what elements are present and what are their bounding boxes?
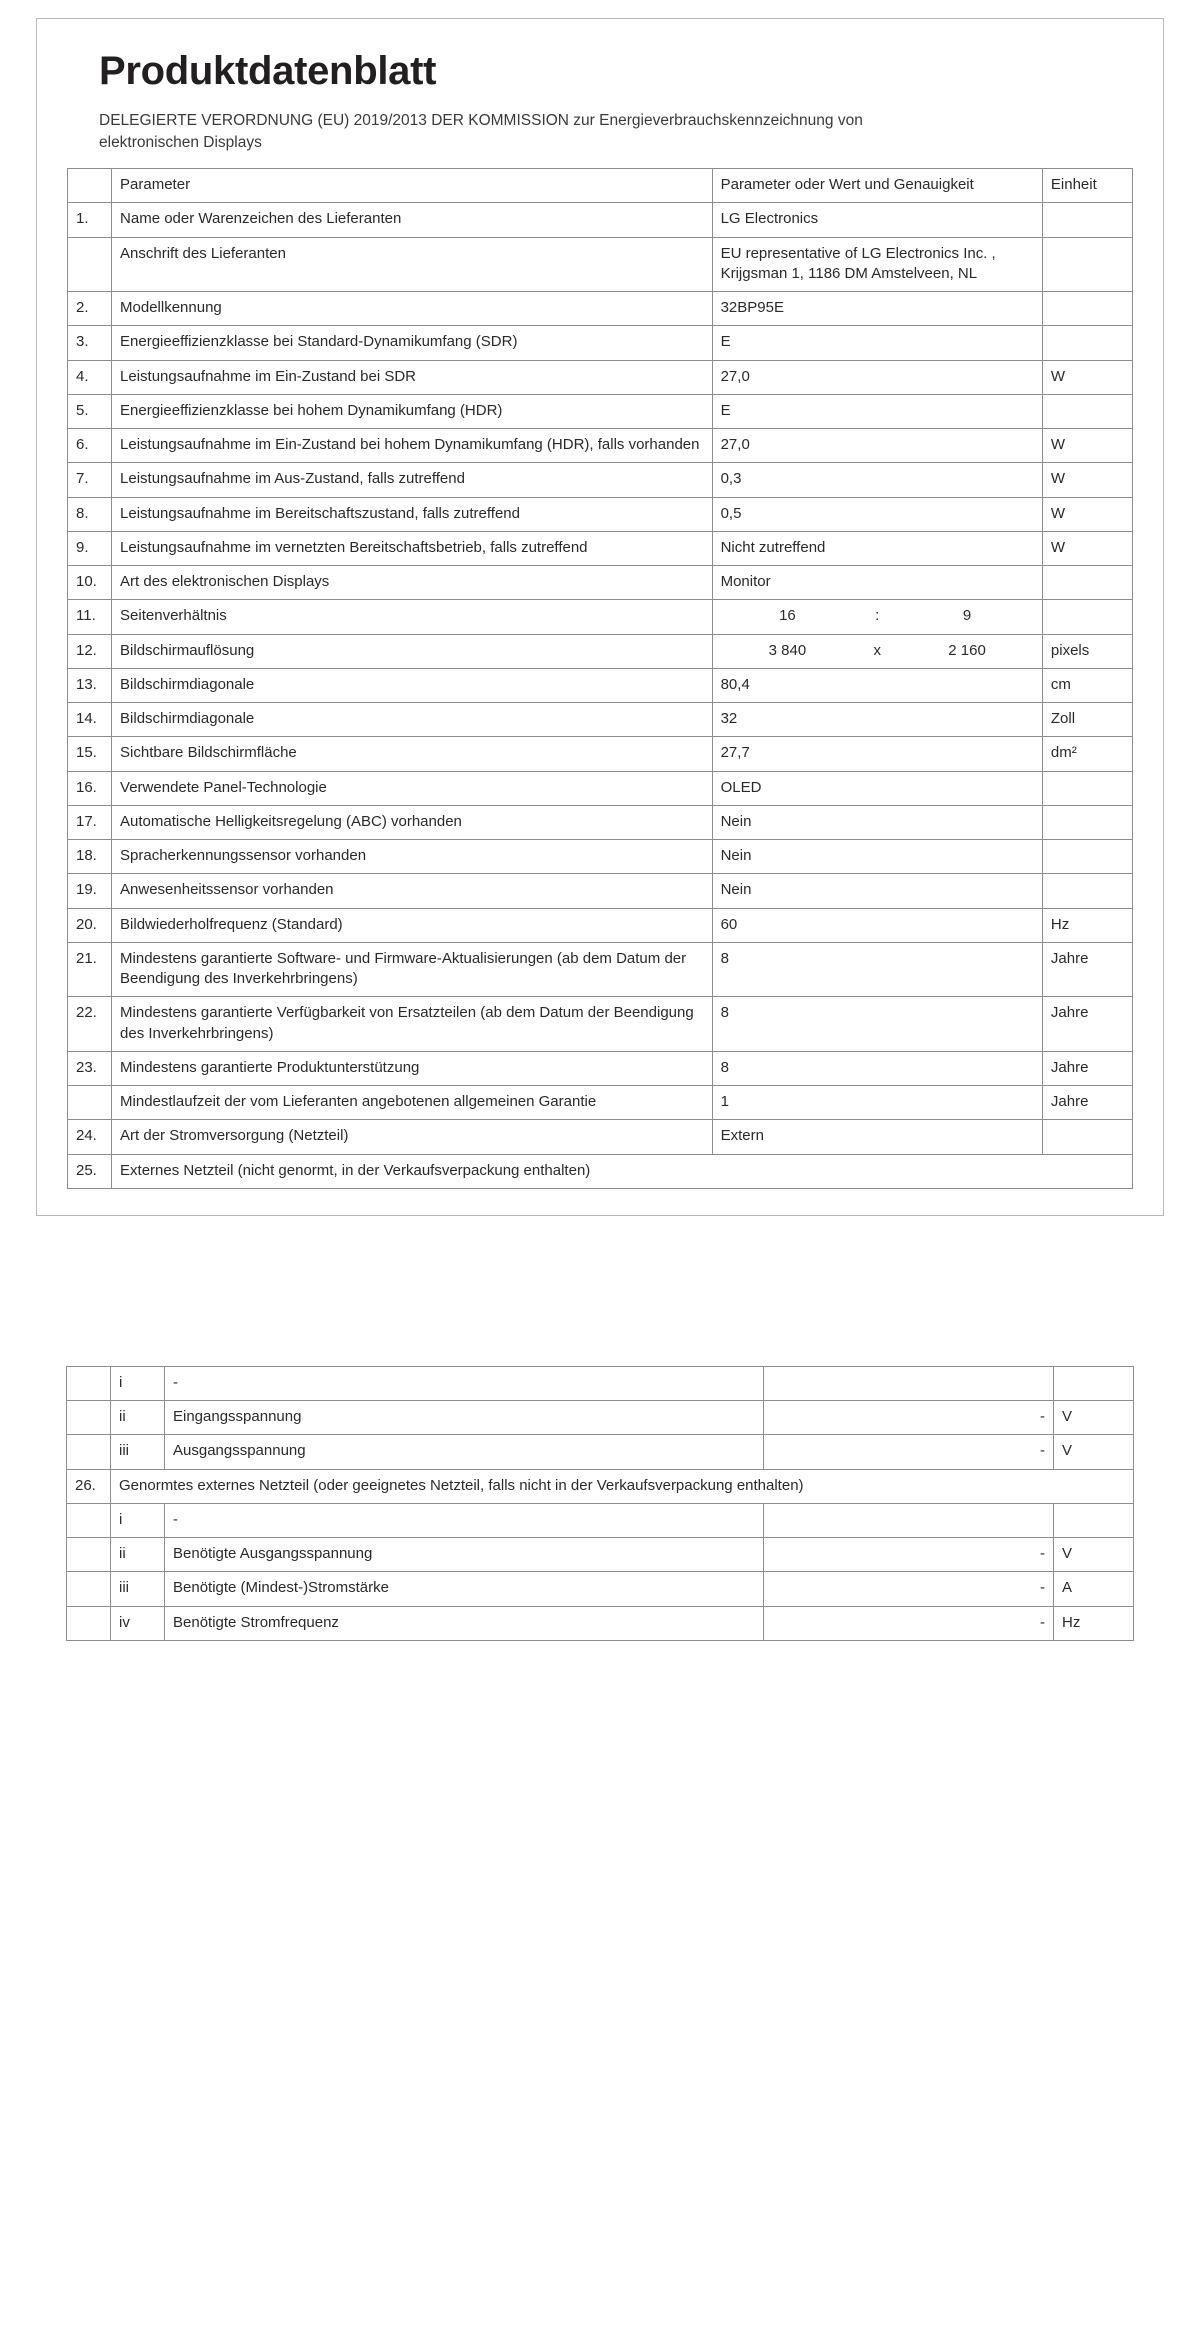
row-num: 8. xyxy=(68,497,112,531)
psu-row-label: Eingangsspannung xyxy=(165,1401,764,1435)
row-value: Nein xyxy=(712,805,1042,839)
row-unit: Jahre xyxy=(1042,1051,1132,1085)
psu-row-roman: iii xyxy=(111,1572,165,1606)
row-unit: W xyxy=(1042,463,1132,497)
row-parameter: Art des elektronischen Displays xyxy=(112,566,713,600)
row-note-text: Externes Netzteil (nicht genormt, in der Verkaufsverpackung enthalten) xyxy=(112,1154,1133,1188)
table-row xyxy=(68,840,1133,874)
psu-row-roman: i xyxy=(111,1366,165,1400)
table-row xyxy=(68,531,1133,565)
table-row xyxy=(68,292,1133,326)
row-num: 3. xyxy=(68,326,112,360)
resolution-width: 3 840 xyxy=(768,641,807,659)
row-parameter: Energieeffizienzklasse bei Standard-Dynamikumfang (SDR) xyxy=(112,326,713,360)
header-parameter: Parameter xyxy=(112,169,713,203)
psu-row-value xyxy=(764,1366,1054,1400)
table-row xyxy=(68,566,1133,600)
psu-row-value: - xyxy=(764,1538,1054,1572)
psu-row-num xyxy=(67,1572,111,1606)
row-parameter: Seitenverhältnis xyxy=(112,600,713,634)
page-title: Produktdatenblatt xyxy=(99,49,437,93)
row-num xyxy=(68,1086,112,1120)
row-parameter: Spracherkennungssensor vorhanden xyxy=(112,840,713,874)
psu-row-num xyxy=(67,1538,111,1572)
row-parameter: Leistungsaufnahme im Ein-Zustand bei SDR xyxy=(112,360,713,394)
psu-row-label: Benötigte Ausgangsspannung xyxy=(165,1538,764,1572)
psu-row-roman: ii xyxy=(111,1538,165,1572)
row-parameter: Verwendete Panel-Technologie xyxy=(112,771,713,805)
table-row xyxy=(68,326,1133,360)
row-parameter: Energieeffizienzklasse bei hohem Dynamikumfang (HDR) xyxy=(112,394,713,428)
row-num: 9. xyxy=(68,531,112,565)
row-num: 20. xyxy=(68,908,112,942)
page-break-gap xyxy=(0,1216,1200,1366)
row-unit: Jahre xyxy=(1042,1086,1132,1120)
row-unit xyxy=(1042,292,1132,326)
table-row xyxy=(68,1120,1133,1154)
row-unit xyxy=(1042,600,1132,634)
psu-row-num xyxy=(67,1503,111,1537)
row-value: 32BP95E xyxy=(712,292,1042,326)
row-unit xyxy=(1042,840,1132,874)
row-value-resolution xyxy=(712,634,1042,668)
psu-row xyxy=(67,1572,1134,1606)
row-value: OLED xyxy=(712,771,1042,805)
resolution-separator: x xyxy=(873,641,881,659)
row-value: 32 xyxy=(712,703,1042,737)
psu-header-row xyxy=(67,1469,1134,1503)
row-value: 27,0 xyxy=(712,360,1042,394)
row-value: 0,3 xyxy=(712,463,1042,497)
row-num: 1. xyxy=(68,203,112,237)
psu-row-unit: A xyxy=(1054,1572,1134,1606)
row-parameter: Mindestens garantierte Software- und Firmware-Aktualisierungen (ab dem Datum der Beendigung des Inverkehrbringens) xyxy=(112,942,713,997)
row-unit xyxy=(1042,237,1132,292)
table-row xyxy=(68,1086,1133,1120)
parameters-table xyxy=(67,168,1133,1189)
row-unit xyxy=(1042,394,1132,428)
row-parameter: Name oder Warenzeichen des Lieferanten xyxy=(112,203,713,237)
row-num: 15. xyxy=(68,737,112,771)
row-unit: Zoll xyxy=(1042,703,1132,737)
table-row xyxy=(68,874,1133,908)
row-unit: W xyxy=(1042,497,1132,531)
row-parameter: Bildschirmauflösung xyxy=(112,634,713,668)
row-unit: W xyxy=(1042,531,1132,565)
row-unit: Hz xyxy=(1042,908,1132,942)
row-num: 24. xyxy=(68,1120,112,1154)
table-row xyxy=(68,703,1133,737)
psu-row-roman: iii xyxy=(111,1435,165,1469)
row-parameter: Anschrift des Lieferanten xyxy=(112,237,713,292)
row-num: 17. xyxy=(68,805,112,839)
row-num: 13. xyxy=(68,668,112,702)
row-num: 4. xyxy=(68,360,112,394)
table-row xyxy=(68,237,1133,292)
aspect-width: 16 xyxy=(779,607,796,625)
table-row xyxy=(68,942,1133,997)
row-value: E xyxy=(712,326,1042,360)
row-num: 18. xyxy=(68,840,112,874)
row-num: 5. xyxy=(68,394,112,428)
psu-row-roman: iv xyxy=(111,1606,165,1640)
table-row xyxy=(68,997,1133,1052)
row-parameter: Anwesenheitssensor vorhanden xyxy=(112,874,713,908)
table-header-row xyxy=(68,169,1133,203)
row-num: 2. xyxy=(68,292,112,326)
row-parameter: Leistungsaufnahme im Aus-Zustand, falls zutreffend xyxy=(112,463,713,497)
table-row xyxy=(68,203,1133,237)
row-num: 21. xyxy=(68,942,112,997)
row-unit: W xyxy=(1042,429,1132,463)
psu-row-num xyxy=(67,1435,111,1469)
psu-row-num xyxy=(67,1606,111,1640)
row-unit xyxy=(1042,771,1132,805)
psu-row-label: Benötigte Stromfrequenz xyxy=(165,1606,764,1640)
table-row-aspect-ratio xyxy=(68,600,1133,634)
row-parameter: Modellkennung xyxy=(112,292,713,326)
psu-row xyxy=(67,1538,1134,1572)
psu-row-label: - xyxy=(165,1366,764,1400)
psu-row-label: Benötigte (Mindest-)Stromstärke xyxy=(165,1572,764,1606)
psu-header-num: 26. xyxy=(67,1469,111,1503)
row-value: 60 xyxy=(712,908,1042,942)
psu-table xyxy=(66,1366,1134,1641)
row-unit: pixels xyxy=(1042,634,1132,668)
psu-row-label: - xyxy=(165,1503,764,1537)
regulation-intro-text: DELEGIERTE VERORDNUNG (EU) 2019/2013 DER KOMMISSION zur Energieverbrauchskennzeichnung von elektronischen Displays xyxy=(99,112,863,151)
datasheet-main-panel xyxy=(36,18,1164,1216)
row-value: Extern xyxy=(712,1120,1042,1154)
row-num: 16. xyxy=(68,771,112,805)
row-parameter: Bildwiederholfrequenz (Standard) xyxy=(112,908,713,942)
row-unit xyxy=(1042,805,1132,839)
table-row xyxy=(68,908,1133,942)
psu-row-num xyxy=(67,1401,111,1435)
psu-row-num xyxy=(67,1366,111,1400)
table-row-resolution xyxy=(68,634,1133,668)
row-unit xyxy=(1042,326,1132,360)
row-value: Nicht zutreffend xyxy=(712,531,1042,565)
row-value: 80,4 xyxy=(712,668,1042,702)
row-unit: cm xyxy=(1042,668,1132,702)
row-unit xyxy=(1042,1120,1132,1154)
row-value: Nein xyxy=(712,874,1042,908)
row-value: 8 xyxy=(712,1051,1042,1085)
row-parameter: Bildschirmdiagonale xyxy=(112,668,713,702)
row-unit xyxy=(1042,566,1132,600)
psu-row-unit xyxy=(1054,1366,1134,1400)
row-num: 12. xyxy=(68,634,112,668)
psu-row-unit: V xyxy=(1054,1401,1134,1435)
row-unit: dm² xyxy=(1042,737,1132,771)
table-row xyxy=(68,668,1133,702)
table-row-note xyxy=(68,1154,1133,1188)
row-unit xyxy=(1042,203,1132,237)
psu-row xyxy=(67,1503,1134,1537)
row-num xyxy=(68,237,112,292)
row-value: 8 xyxy=(712,997,1042,1052)
psu-row-unit xyxy=(1054,1503,1134,1537)
psu-row-unit: V xyxy=(1054,1435,1134,1469)
row-value: 8 xyxy=(712,942,1042,997)
row-num: 14. xyxy=(68,703,112,737)
row-parameter: Automatische Helligkeitsregelung (ABC) vorhanden xyxy=(112,805,713,839)
row-parameter: Leistungsaufnahme im Bereitschaftszustand, falls zutreffend xyxy=(112,497,713,531)
row-value: Nein xyxy=(712,840,1042,874)
table-row xyxy=(68,497,1133,531)
psu-row-roman: i xyxy=(111,1503,165,1537)
psu-row-roman: ii xyxy=(111,1401,165,1435)
psu-header-text: Genormtes externes Netzteil (oder geeignetes Netzteil, falls nicht in der Verkaufsverpackung enthalten) xyxy=(111,1469,1134,1503)
row-parameter: Mindestens garantierte Verfügbarkeit von Ersatzteilen (ab dem Datum der Beendigung des Inverkehrbringens) xyxy=(112,997,713,1052)
row-parameter: Art der Stromversorgung (Netzteil) xyxy=(112,1120,713,1154)
psu-row xyxy=(67,1435,1134,1469)
row-value: LG Electronics xyxy=(712,203,1042,237)
row-value: Monitor xyxy=(712,566,1042,600)
row-num: 11. xyxy=(68,600,112,634)
row-value: 0,5 xyxy=(712,497,1042,531)
table-row xyxy=(68,429,1133,463)
header-num xyxy=(68,169,112,203)
psu-row xyxy=(67,1366,1134,1400)
row-num: 10. xyxy=(68,566,112,600)
table-row xyxy=(68,394,1133,428)
psu-row-unit: V xyxy=(1054,1538,1134,1572)
row-value: 27,0 xyxy=(712,429,1042,463)
row-value: E xyxy=(712,394,1042,428)
row-num: 7. xyxy=(68,463,112,497)
row-parameter: Mindestlaufzeit der vom Lieferanten angebotenen allgemeinen Garantie xyxy=(112,1086,713,1120)
row-parameter: Mindestens garantierte Produktunterstützung xyxy=(112,1051,713,1085)
row-num: 25. xyxy=(68,1154,112,1188)
psu-row-unit: Hz xyxy=(1054,1606,1134,1640)
row-parameter: Leistungsaufnahme im vernetzten Bereitschaftsbetrieb, falls zutreffend xyxy=(112,531,713,565)
row-parameter: Bildschirmdiagonale xyxy=(112,703,713,737)
row-parameter: Sichtbare Bildschirmfläche xyxy=(112,737,713,771)
table-row xyxy=(68,805,1133,839)
aspect-height: 9 xyxy=(962,607,972,625)
row-value: EU representative of LG Electronics Inc. , Krijgsman 1, 1186 DM Amstelveen, NL xyxy=(712,237,1042,292)
psu-row-label: Ausgangsspannung xyxy=(165,1435,764,1469)
row-unit: Jahre xyxy=(1042,997,1132,1052)
row-parameter: Leistungsaufnahme im Ein-Zustand bei hohem Dynamikumfang (HDR), falls vorhanden xyxy=(112,429,713,463)
row-num: 22. xyxy=(68,997,112,1052)
row-num: 19. xyxy=(68,874,112,908)
table-row xyxy=(68,1051,1133,1085)
header-unit: Einheit xyxy=(1042,169,1132,203)
row-value: 1 xyxy=(712,1086,1042,1120)
row-value-aspect xyxy=(712,600,1042,634)
psu-row-value: - xyxy=(764,1435,1054,1469)
row-value: 27,7 xyxy=(712,737,1042,771)
psu-row-value: - xyxy=(764,1606,1054,1640)
psu-row-value: - xyxy=(764,1572,1054,1606)
table-row xyxy=(68,463,1133,497)
table-row xyxy=(68,771,1133,805)
aspect-separator: : xyxy=(875,607,880,625)
row-num: 6. xyxy=(68,429,112,463)
row-unit: W xyxy=(1042,360,1132,394)
resolution-height: 2 160 xyxy=(948,641,986,659)
psu-row xyxy=(67,1401,1134,1435)
row-num: 23. xyxy=(68,1051,112,1085)
psu-row xyxy=(67,1606,1134,1640)
table-row xyxy=(68,360,1133,394)
table-row xyxy=(68,737,1133,771)
psu-row-value xyxy=(764,1503,1054,1537)
datasheet-psu-panel xyxy=(36,1366,1164,1641)
header-value: Parameter oder Wert und Genauigkeit xyxy=(712,169,1042,203)
row-unit: Jahre xyxy=(1042,942,1132,997)
row-unit xyxy=(1042,874,1132,908)
psu-row-value: - xyxy=(764,1401,1054,1435)
